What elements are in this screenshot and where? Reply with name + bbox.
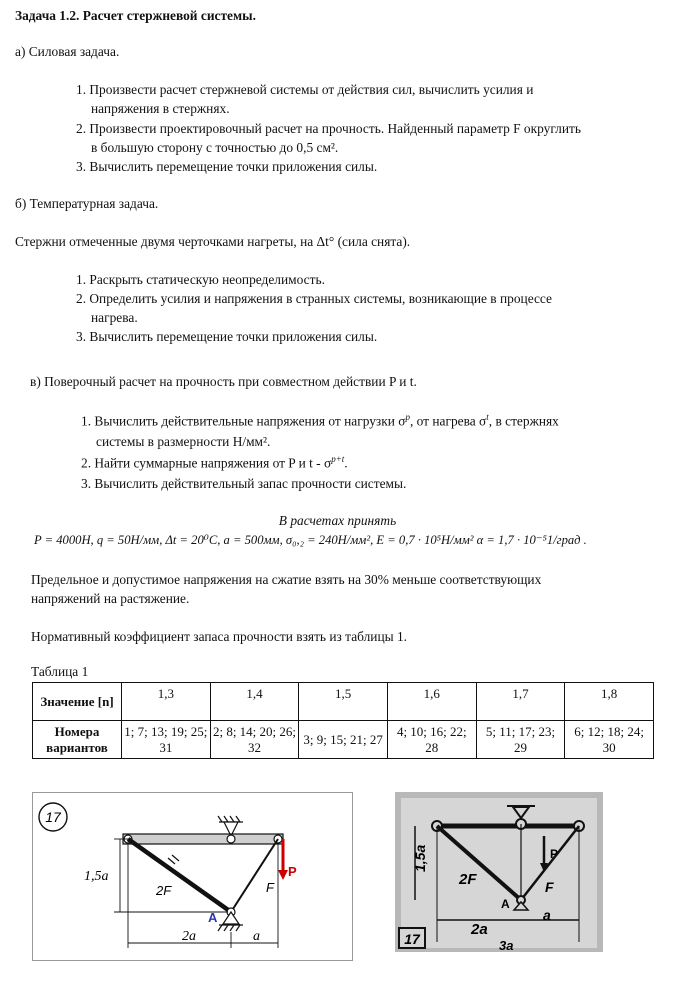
section-b-intro: Стержни отмеченные двумя черточками нагреты, на Δt° (сила снята). [15,234,411,249]
section-c-item-2-a: 2. Найти суммарные напряжения от P и t - σ [81,455,332,471]
section-b-item: 3. Вычислить перемещение точки приложения силы. [76,329,378,344]
note-compression-l1: Предельное и допустимое напряжения на сжатие взять на 30% меньше соответствующих [31,572,542,587]
figure-number: 17 [45,809,61,825]
photo-point-A-label: A [501,897,510,911]
section-b-item: 2. Определить усилия и напряжения в странных системы, возникающие в процессе [76,291,552,306]
safety-factor-table [32,682,654,759]
section-a-title: а) Силовая задача. [15,44,120,59]
task-heading: Задача 1.2. Расчет стержневой системы. [15,8,256,23]
given-formula: P = 4000Н, q = 50Н/мм, Δt = 20⁰C, a = 500мм, σ₀,₂ = 240Н/мм², E = 0,7 · 10⁵Н/мм² α = 1,7 · 10⁻⁵1/град . [34,533,587,547]
section-a-item: 1. Произвести расчет стержневой системы от действия сил, вычислить усилия и [76,82,534,97]
sigma-p-sup: p [405,412,410,422]
section-c-title: в) Поверочный расчет на прочность при совместном действии P и t. [30,374,417,389]
table-cell-value: 1,7 [476,683,565,721]
section-c-item-3: 3. Вычислить действительный запас прочности системы. [81,476,407,491]
rod-2F-label: 2F [156,883,172,898]
truss-diagram-clean [32,792,354,962]
photo-dim-a-label: a [543,907,551,923]
section-c-item-1-b: , от нагрева σ [409,413,487,429]
table-cell-variants: 1; 7; 13; 19; 25; 31 [122,721,211,759]
dim-a-label: a [253,929,260,944]
truss-diagram-photo [395,792,603,952]
table-cell-value: 1,3 [122,683,211,721]
section-c-item-2-b: . [344,455,348,471]
photo-rod-F-label: F [545,879,554,895]
section-a-item-cont: напряжения в стержнях. [91,101,230,116]
rigid-beam [123,834,283,844]
section-c-item-1-c: , в стержнях [488,413,559,429]
note-safety-factor: Нормативный коэффициент запаса прочности взять из таблицы 1. [31,629,408,644]
photo-dim-3a-label: 3a [499,938,514,952]
point-A-label: A [208,910,218,925]
table-cell-value: 1,6 [387,683,476,721]
section-b-item: 1. Раскрыть статическую неопределимость. [76,272,325,287]
photo-rod-2F-label: 2F [459,871,477,888]
sigma-pt-sup: p+t [331,454,345,464]
given-caption: В расчетах принять [278,513,397,528]
dim-2a-label: 2a [182,929,196,944]
photo-paper [401,798,597,948]
table-row [33,683,654,721]
photo-force-label: P [550,847,559,861]
section-a-item: 3. Вычислить перемещение точки приложения силы. [76,159,378,174]
section-c-item-1 [81,412,559,429]
table-caption: Таблица 1 [31,664,89,679]
section-b-title: б) Температурная задача. [15,196,159,211]
rod-F-label: F [266,880,274,895]
table-cell-variants: 2; 8; 14; 20; 26; 32 [210,721,299,759]
table-cell-variants: 6; 12; 18; 24; 30 [565,721,654,759]
table-cell-variants: 5; 11; 17; 23; 29 [476,721,565,759]
photo-dim-2a-label: 2a [471,921,488,938]
table-header-value: Значение [n] [33,683,122,721]
table-cell-variants: 3; 9; 15; 21; 27 [299,721,388,759]
section-c-item-1-a: 1. Вычислить действительные напряжения от нагрузки σ [81,413,406,429]
photo-height-label: 1,5a [412,844,428,872]
beam-mid-hinge [227,835,235,843]
section-c-item-1-cont: системы в размерности Н/мм². [96,434,271,449]
sigma-t-sup: t [486,412,489,422]
photo-figure-number: 17 [404,931,420,947]
section-a-item-cont: в большую сторону с точностью до 0,5 см². [91,140,339,155]
note-compression-l2: напряжений на растяжение. [31,591,190,606]
height-dimension-label: 1,5a [84,869,109,884]
table-cell-variants: 4; 10; 16; 22; 28 [387,721,476,759]
table-cell-value: 1,5 [299,683,388,721]
section-a-item: 2. Произвести проектировочный расчет на прочность. Найденный параметр F округлить [76,121,581,136]
table-cell-value: 1,8 [565,683,654,721]
table-row [33,721,654,759]
section-c-item-2 [81,454,348,471]
table-cell-value: 1,4 [210,683,299,721]
section-b-item-cont: нагрева. [91,310,138,325]
force-P-label: P [288,864,297,879]
table-header-variants: Номера вариантов [33,721,122,759]
